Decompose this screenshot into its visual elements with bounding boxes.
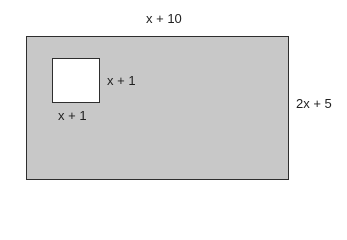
outer-height-label: 2x + 5 [296, 96, 332, 111]
outer-width-label: x + 10 [146, 11, 182, 26]
inner-square [52, 58, 100, 103]
inner-side-right-label: x + 1 [107, 73, 136, 88]
inner-side-bottom-label: x + 1 [58, 108, 87, 123]
